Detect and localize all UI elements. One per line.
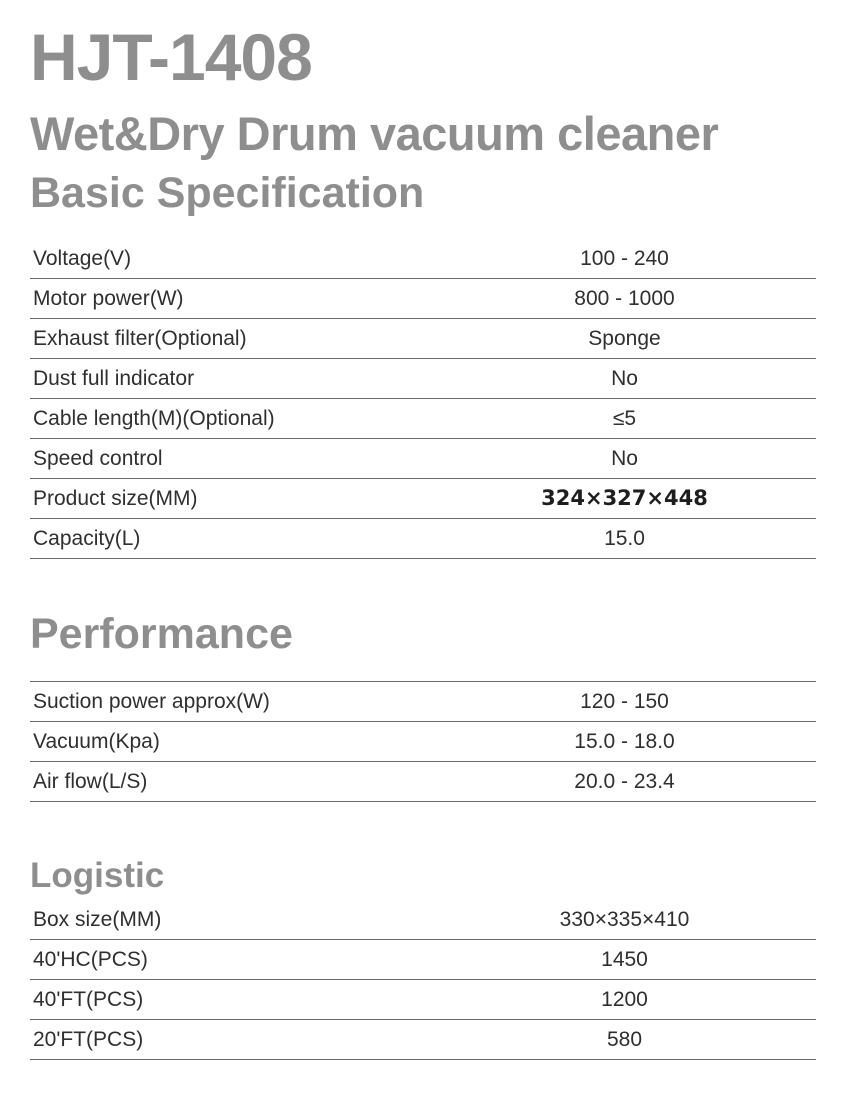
spec-row bbox=[30, 359, 816, 399]
basic-spec-table bbox=[30, 239, 816, 559]
spec-row bbox=[30, 239, 816, 279]
spec-label: Capacity(L) bbox=[30, 519, 433, 559]
spec-value: 1450 bbox=[433, 940, 816, 980]
spec-label: Cable length(M)(Optional) bbox=[30, 399, 433, 439]
spec-label: Product size(MM) bbox=[30, 479, 433, 519]
spec-value: No bbox=[433, 439, 816, 479]
spec-value: 15.0 - 18.0 bbox=[433, 722, 816, 762]
logistic-table bbox=[30, 900, 816, 1060]
spec-label: 40'FT(PCS) bbox=[30, 980, 433, 1020]
spec-row bbox=[30, 722, 816, 762]
performance-title: Performance bbox=[30, 610, 293, 658]
spec-label: 40'HC(PCS) bbox=[30, 940, 433, 980]
performance-table bbox=[30, 681, 816, 802]
spec-value: 1200 bbox=[433, 980, 816, 1020]
spec-row bbox=[30, 439, 816, 479]
spec-value: ≤5 bbox=[433, 399, 816, 439]
spec-label: Speed control bbox=[30, 439, 433, 479]
spec-label: Box size(MM) bbox=[30, 900, 433, 940]
product-subtitle: Wet&Dry Drum vacuum cleaner bbox=[30, 107, 719, 160]
spec-value: Sponge bbox=[433, 319, 816, 359]
logistic-title: Logistic bbox=[30, 856, 165, 895]
spec-value bbox=[433, 479, 816, 519]
spec-label: 20'FT(PCS) bbox=[30, 1020, 433, 1060]
spec-value: 120 - 150 bbox=[433, 682, 816, 722]
spec-row bbox=[30, 399, 816, 439]
spec-value: 100 - 240 bbox=[433, 239, 816, 279]
spec-value: 20.0 - 23.4 bbox=[433, 762, 816, 802]
product-size-value: 324×327×448 bbox=[541, 486, 708, 510]
basic-spec-title: Basic Specification bbox=[30, 169, 425, 217]
spec-label: Motor power(W) bbox=[30, 279, 433, 319]
spec-label: Vacuum(Kpa) bbox=[30, 722, 433, 762]
spec-value: 15.0 bbox=[433, 519, 816, 559]
spec-row bbox=[30, 279, 816, 319]
spec-label: Voltage(V) bbox=[30, 239, 433, 279]
spec-value: 800 - 1000 bbox=[433, 279, 816, 319]
spec-row bbox=[30, 900, 816, 940]
spec-label: Suction power approx(W) bbox=[30, 682, 433, 722]
spec-row bbox=[30, 940, 816, 980]
spec-row bbox=[30, 519, 816, 559]
spec-label: Dust full indicator bbox=[30, 359, 433, 399]
spec-row bbox=[30, 319, 816, 359]
spec-value: No bbox=[433, 359, 816, 399]
model-title: HJT-1408 bbox=[30, 20, 312, 94]
spec-row bbox=[30, 682, 816, 722]
spec-row bbox=[30, 1020, 816, 1060]
spec-row bbox=[30, 762, 816, 802]
spec-label: Air flow(L/S) bbox=[30, 762, 433, 802]
spec-value: 330×335×410 bbox=[433, 900, 816, 940]
spec-label: Exhaust filter(Optional) bbox=[30, 319, 433, 359]
spec-row bbox=[30, 980, 816, 1020]
spec-row bbox=[30, 479, 816, 519]
spec-value: 580 bbox=[433, 1020, 816, 1060]
